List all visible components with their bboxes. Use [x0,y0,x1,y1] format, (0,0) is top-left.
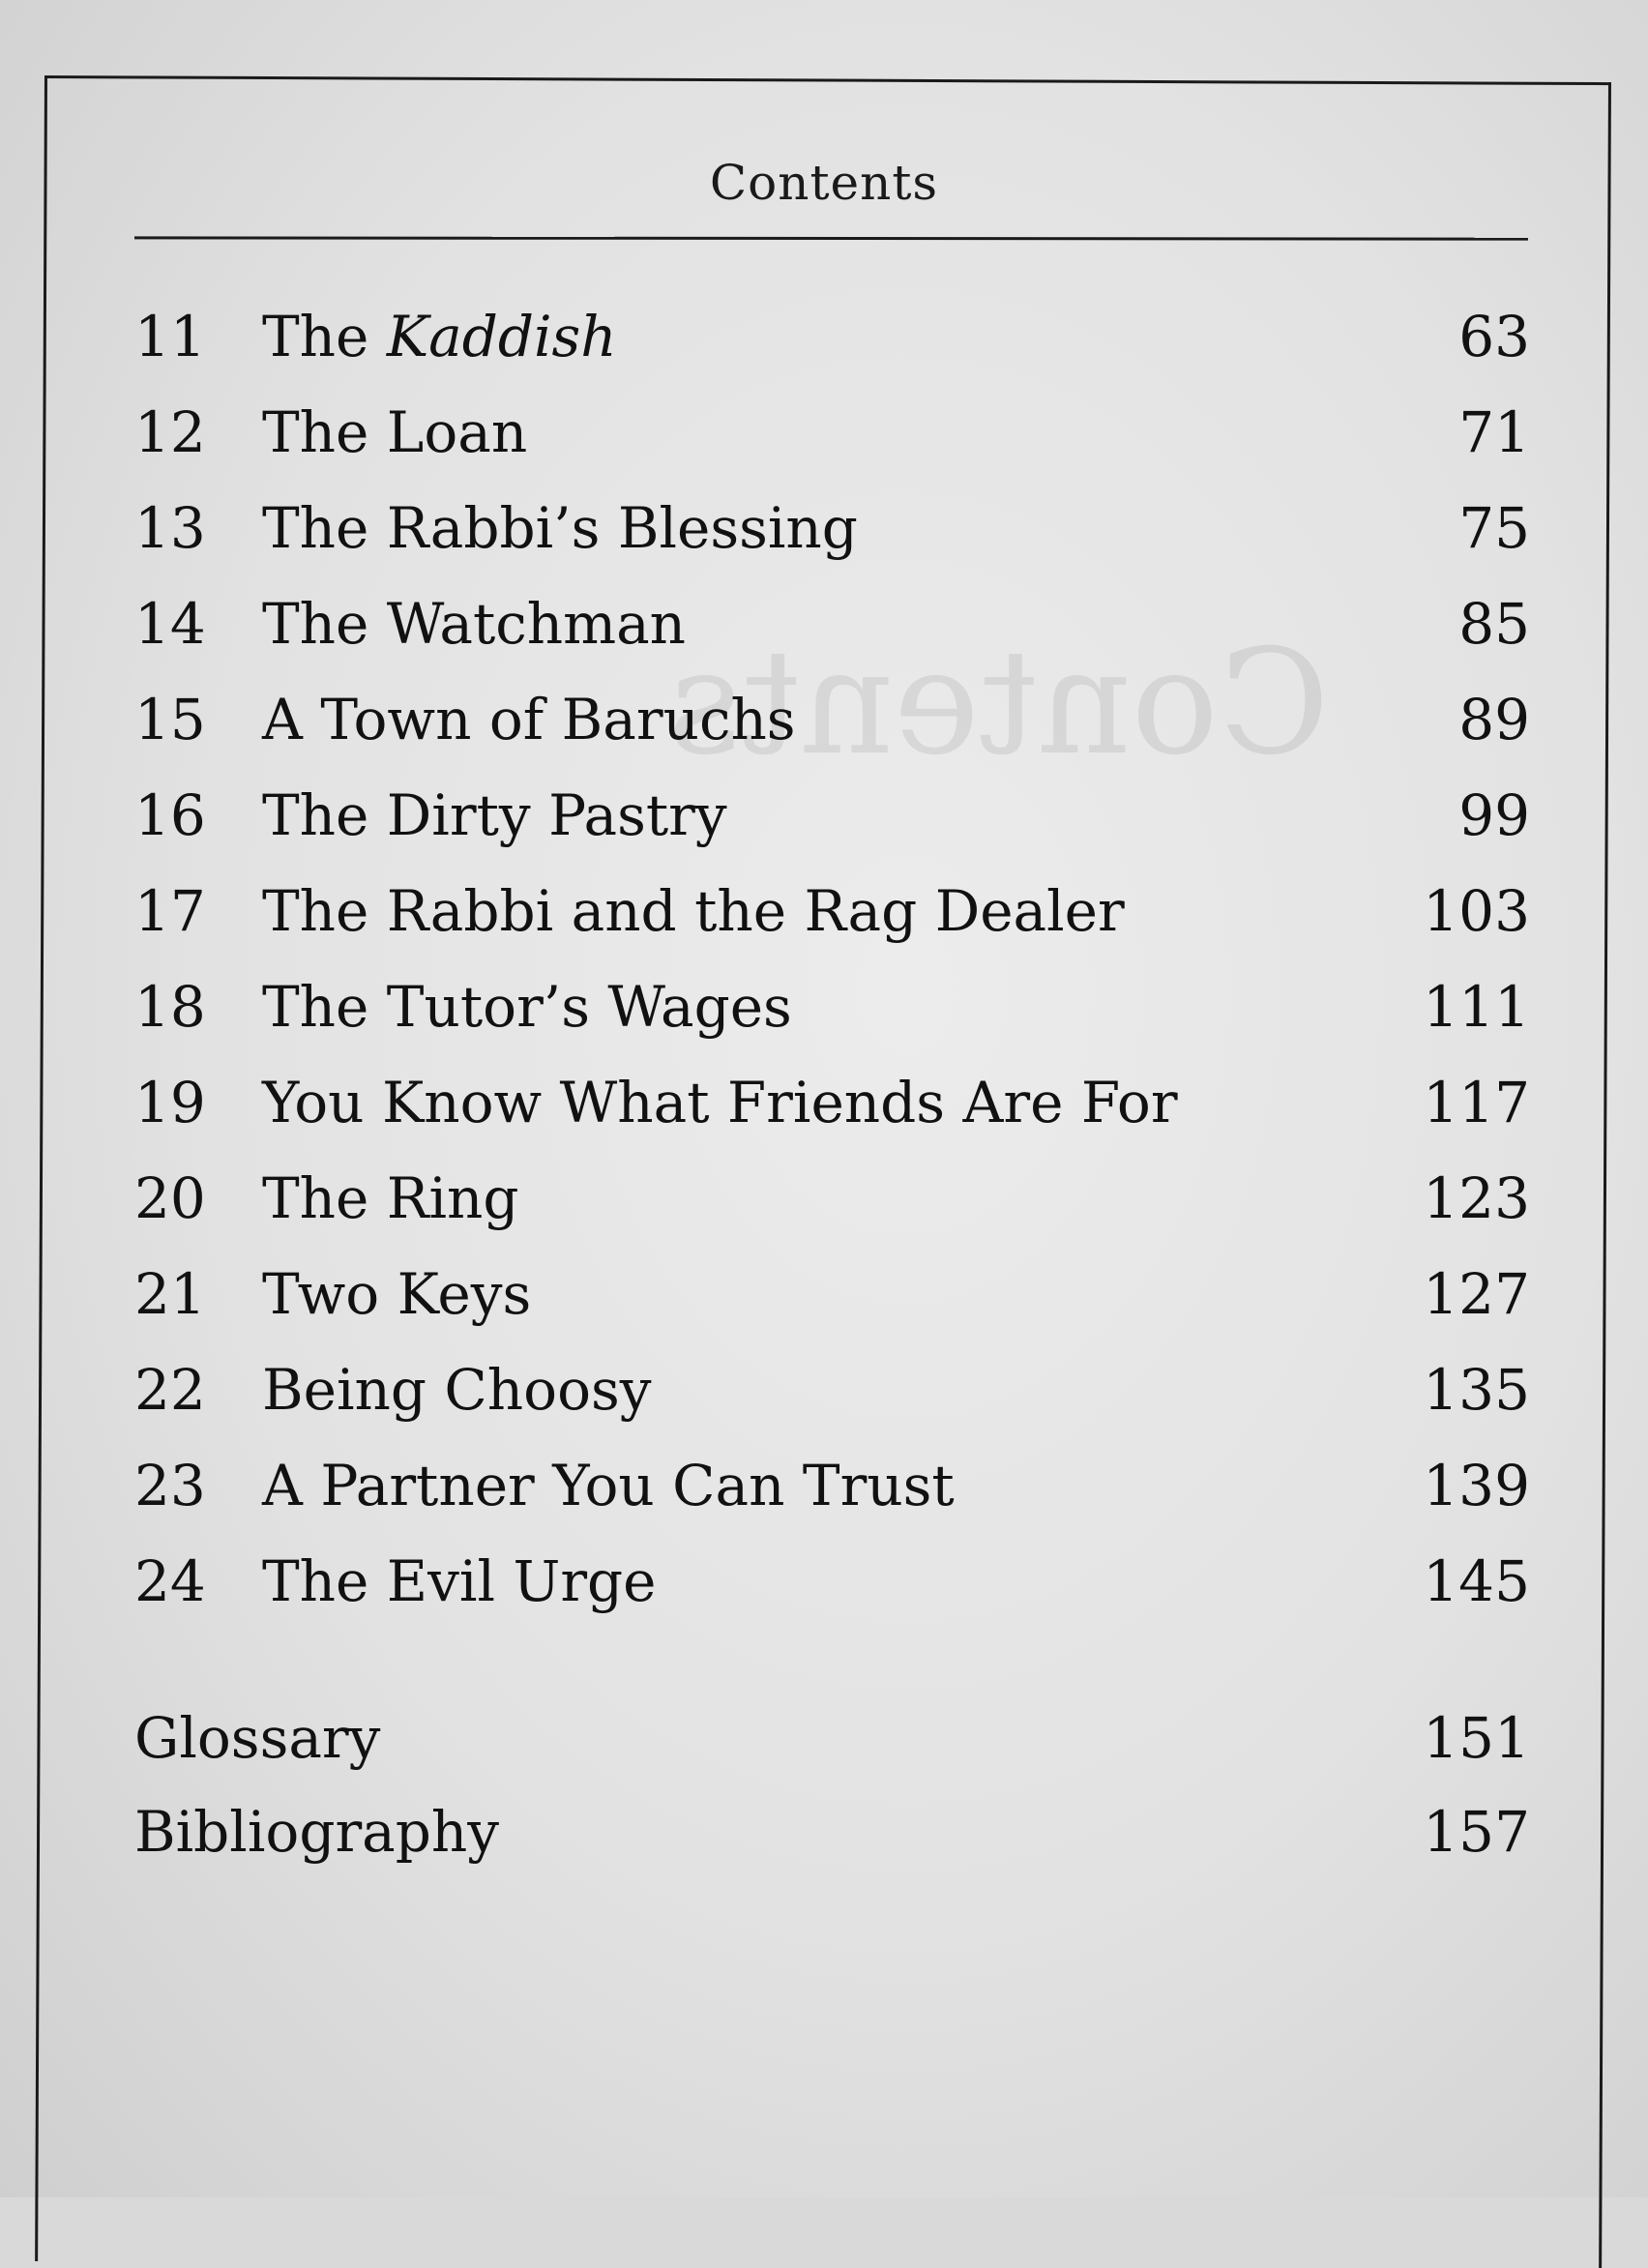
back-matter-title: Glossary [134,1705,381,1771]
chapter-number: 11 [134,304,206,369]
chapter-title: Two Keys [262,1261,532,1327]
chapter-number: 23 [134,1453,206,1518]
toc-entry [134,1059,1530,1146]
page-number: 157 [1423,1799,1530,1865]
page-number: 139 [1423,1453,1530,1518]
chapter-number: 13 [134,495,206,561]
page-number: 103 [1423,878,1530,944]
chapter-number: 12 [134,399,206,465]
chapter-title: A Town of Baruchs [262,687,796,752]
toc-entry [134,868,1530,955]
page-number: 111 [1423,974,1530,1040]
page-number: 151 [1423,1705,1530,1771]
chapter-number: 21 [134,1261,206,1327]
page-number: 89 [1458,687,1530,752]
page-number: 63 [1458,304,1530,369]
page-number: 123 [1423,1165,1530,1231]
chapter-title: The Kaddish [262,304,617,369]
chapter-title: The Tutor’s Wages [262,974,792,1040]
chapter-title: A Partner You Can Trust [262,1453,955,1518]
page-number: 85 [1458,591,1530,657]
chapter-number: 17 [134,878,206,944]
toc-entry [134,485,1530,572]
chapter-title: The Rabbi’s Blessing [262,495,858,561]
toc-entry [134,1155,1530,1242]
page-number: 99 [1458,782,1530,848]
toc-entry [134,1251,1530,1338]
toc-back-matter-entry [134,1694,1530,1782]
chapter-title: The Evil Urge [262,1548,657,1614]
toc-entry [134,1538,1530,1625]
chapter-title: The Watchman [262,591,687,657]
chapter-title-italic: Kaddish [386,304,617,369]
page-number: 117 [1423,1070,1530,1135]
chapter-title: The Dirty Pastry [262,782,727,848]
page-number: 135 [1423,1357,1530,1423]
page-number: 145 [1423,1548,1530,1614]
page-number: 75 [1458,495,1530,561]
chapter-number: 18 [134,974,206,1040]
chapter-title: The Rabbi and the Rag Dealer [262,878,1125,944]
toc-back-matter-entry [134,1788,1530,1875]
chapter-title: Being Choosy [262,1357,652,1423]
toc-entry [134,772,1530,859]
toc-entry [134,389,1530,476]
chapter-title: You Know What Friends Are For [262,1070,1178,1135]
toc-entry [134,580,1530,667]
toc-entry [134,1346,1530,1433]
page-number: 127 [1423,1261,1530,1327]
toc-entry [134,1442,1530,1529]
chapter-title: The Ring [262,1165,519,1231]
chapter-title: The Loan [262,399,528,465]
contents-heading: Contents [709,155,939,211]
toc-entry [134,676,1530,763]
chapter-number: 20 [134,1165,206,1231]
show-through-text: Contents [667,619,1330,787]
toc-entry [134,293,1530,380]
chapter-number: 19 [134,1070,206,1135]
back-matter-title: Bibliography [134,1799,499,1865]
chapter-number: 22 [134,1357,206,1423]
chapter-number: 15 [134,687,206,752]
chapter-number: 14 [134,591,206,657]
page-number: 71 [1458,399,1530,465]
chapter-number: 16 [134,782,206,848]
chapter-number: 24 [134,1548,206,1614]
toc-entry [134,963,1530,1050]
